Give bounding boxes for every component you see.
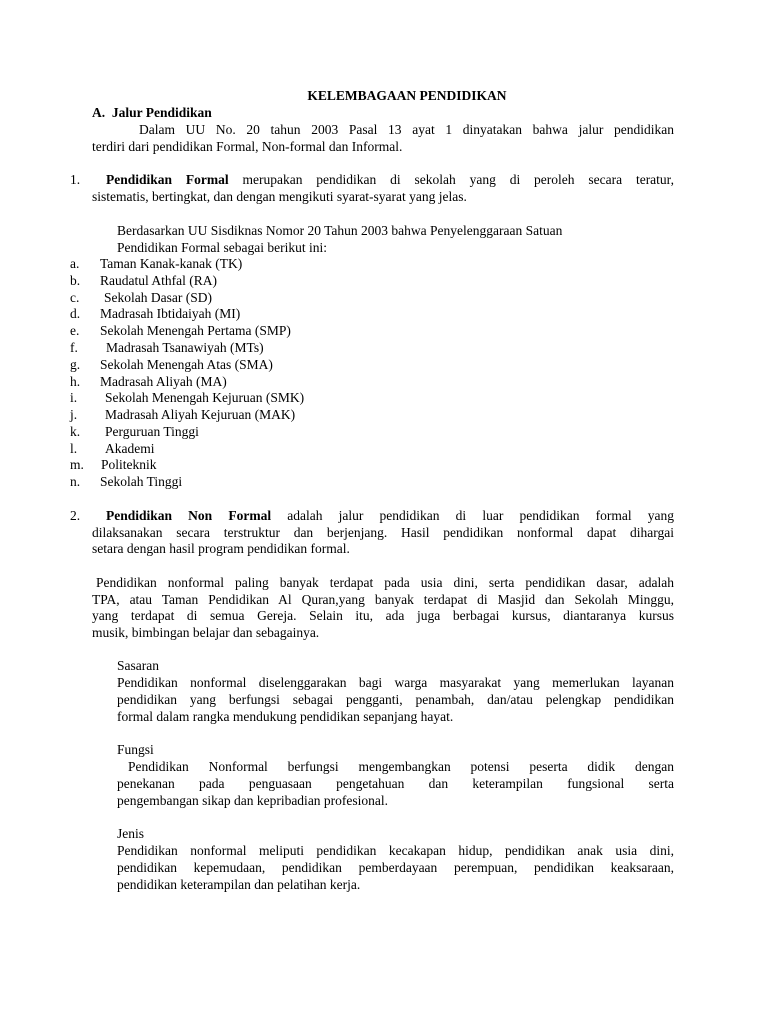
list-item: Madrasah Aliyah Kejuruan (MAK) [105,407,296,422]
item-1-intro-line: Berdasarkan UU Sisdiknas Nomor 20 Tahun 2003 bahwa Penyelenggaraan Satuan [117,223,563,238]
jenis-line: pendidikan keterampilan dan pelatihan kerja. [117,877,361,892]
list-item: Sekolah Dasar (SD) [104,290,212,305]
jenis-heading: Jenis [117,826,144,841]
list-letter: k. [70,424,81,439]
list-item: Sekolah Tinggi [100,474,183,489]
fungsi-line: penekanan pada penguasaan pengetahuan dan keterampilan fungsional serta [117,776,674,791]
list-letter: e. [70,323,80,338]
list-letter: g. [70,357,81,372]
item-2-number: 2. [70,508,81,523]
item-2-paragraph-line: TPA, atau Taman Pendidikan Al Quran,yang banyak terdapat di Masjid dan Sekolah Minggu, [92,592,674,607]
list-item: Taman Kanak-kanak (TK) [100,256,243,271]
list-item: Raudatul Athfal (RA) [100,273,217,288]
list-item: Madrasah Aliyah (MA) [100,374,227,389]
item-1-line: sistematis, bertingkat, dan dengan mengikuti syarat-syarat yang jelas. [92,189,467,204]
list-letter: b. [70,273,81,288]
list-letter: i. [70,390,78,405]
list-item: Akademi [105,441,155,456]
list-item: Perguruan Tinggi [105,424,199,439]
list-letter: j. [70,407,78,422]
list-letter: c. [70,290,80,305]
sasaran-line: Pendidikan nonformal diselenggarakan bagi warga masyarakat yang memerlukan layanan [117,675,674,690]
list-letter: l. [70,441,78,456]
item-2-paragraph-line: musik, bimbingan belajar dan sebagainya. [92,625,320,640]
fungsi-heading: Fungsi [117,742,154,757]
list-letter: f. [70,340,78,355]
section-a-paragraph-line: terdiri dari pendidikan Formal, Non-formal dan Informal. [92,139,403,154]
item-1-number: 1. [70,172,81,187]
jenis-line: Pendidikan nonformal meliputi pendidikan kecakapan hidup, pendidikan anak usia dini, [117,843,674,858]
document-title: KELEMBAGAAN PENDIDIKAN [307,88,507,103]
list-letter: n. [70,474,81,489]
list-letter: d. [70,306,81,321]
item-2-line: dilaksanakan secara terstruktur dan berjenjang. Hasil pendidikan nonformal dapat dihargai [92,525,674,540]
section-a-heading: A. Jalur Pendidikan [92,105,212,120]
list-letter: a. [70,256,80,271]
fungsi-line: pengembangan sikap dan kepribadian profesional. [117,793,389,808]
sasaran-line: formal dalam rangka mendukung pendidikan sepanjang hayat. [117,709,454,724]
item-2-line: setara dengan hasil program pendidikan formal. [92,541,350,556]
list-letter: m. [70,457,84,472]
list-item: Sekolah Menengah Atas (SMA) [100,357,273,372]
fungsi-line: Pendidikan Nonformal berfungsi mengembangkan potensi peserta didik dengan [128,759,674,774]
sasaran-heading: Sasaran [117,658,159,673]
list-item: Sekolah Menengah Kejuruan (SMK) [105,390,305,405]
item-2-line: Pendidikan Non Formal adalah jalur pendidikan di luar pendidikan formal yang [106,508,674,523]
list-item: Sekolah Menengah Pertama (SMP) [100,323,291,338]
list-item: Politeknik [101,457,157,472]
list-item: Madrasah Tsanawiyah (MTs) [106,340,264,355]
item-1-intro-line: Pendidikan Formal sebagai berikut ini: [117,240,327,255]
jenis-line: pendidikan kepemudaan, pendidikan pemberdayaan perempuan, pendidikan keaksaraan, [117,860,674,875]
list-letter: h. [70,374,81,389]
item-2-paragraph-line: Pendidikan nonformal paling banyak terdapat pada usia dini, serta pendidikan dasar, adalah [96,575,674,590]
list-item: Madrasah Ibtidaiyah (MI) [100,306,241,321]
item-1-line: Pendidikan Formal merupakan pendidikan di sekolah yang di peroleh secara teratur, [106,172,675,187]
item-2-paragraph-line: yang terdapat di semua Gereja. Selain itu, ada juga berbagai kursus, diantaranya kursus [92,608,674,623]
sasaran-line: pendidikan yang berfungsi sebagai pengganti, penambah, dan/atau pelengkap pendidikan [117,692,674,707]
section-a-paragraph-line: Dalam UU No. 20 tahun 2003 Pasal 13 ayat 1 dinyatakan bahwa jalur pendidikan [139,122,674,137]
